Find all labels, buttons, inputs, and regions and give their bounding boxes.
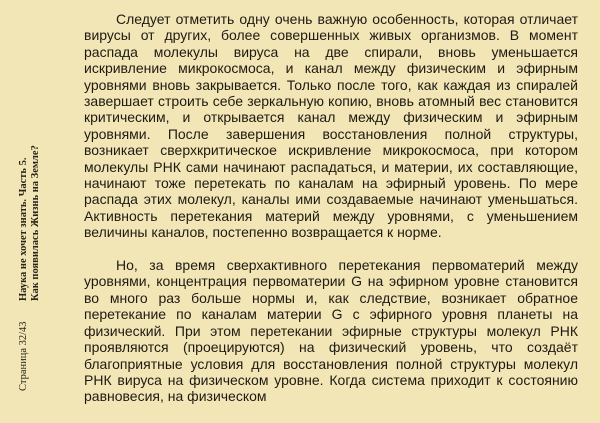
- paragraph: Но, за время сверхактивного перетекания первоматерий между уровнями, концентрация первоматерии G на эфирном уровне становится во много раз больше нормы и, как следствие, возникает обратное перетекание по каналам материи G с эфирного уровня планеты на физический. При этом перетекании эфирные структуры молекул РНК проявляются (проецируются) на физический уровень, что создаёт благоприятные условия для восстановления полной структуры молекул РНК вируса на физическом уровне. Когда система приходит к состоянию равновесия, на физическом: [84, 257, 578, 405]
- page-number: Страница 32/43: [18, 321, 29, 391]
- running-title-line-2: Как появилась Жизнь на Земле?: [30, 145, 41, 301]
- page-margin: [0, 0, 60, 423]
- paragraph: Следует отметить одну очень важную особенность, которая отличает вирусы от других, более совершенных живых организмов. В момент распада молекулы вируса на две спирали, вновь уменьшается искривление микрокосмоса, и канал между физическим и эфирным уровнями вновь закрывается. Только после того, как каждая из спиралей завершает строить себе зеркальную копию, вновь атомный вес становится критическим, и открывается канал между физическим и эфирным уровнями. После завершения восстановления полной структуры, возникает сверхкритическое искривление микрокосмоса, при котором молекулы РНК сами начинают распадаться, и материи, их составляющие, начинают тоже перетекать по каналам на эфирный уровень. По мере распада этих молекул, каналы ими создаваемые начинают уменьшаться. Активность перетекания материй между уровнями, с уменьшением величины каналов, постепенно возвращается к норме.: [84, 11, 578, 241]
- running-title-line-1: Наука не хочет знать. Часть 5.: [18, 157, 29, 301]
- body-text: [84, 11, 578, 405]
